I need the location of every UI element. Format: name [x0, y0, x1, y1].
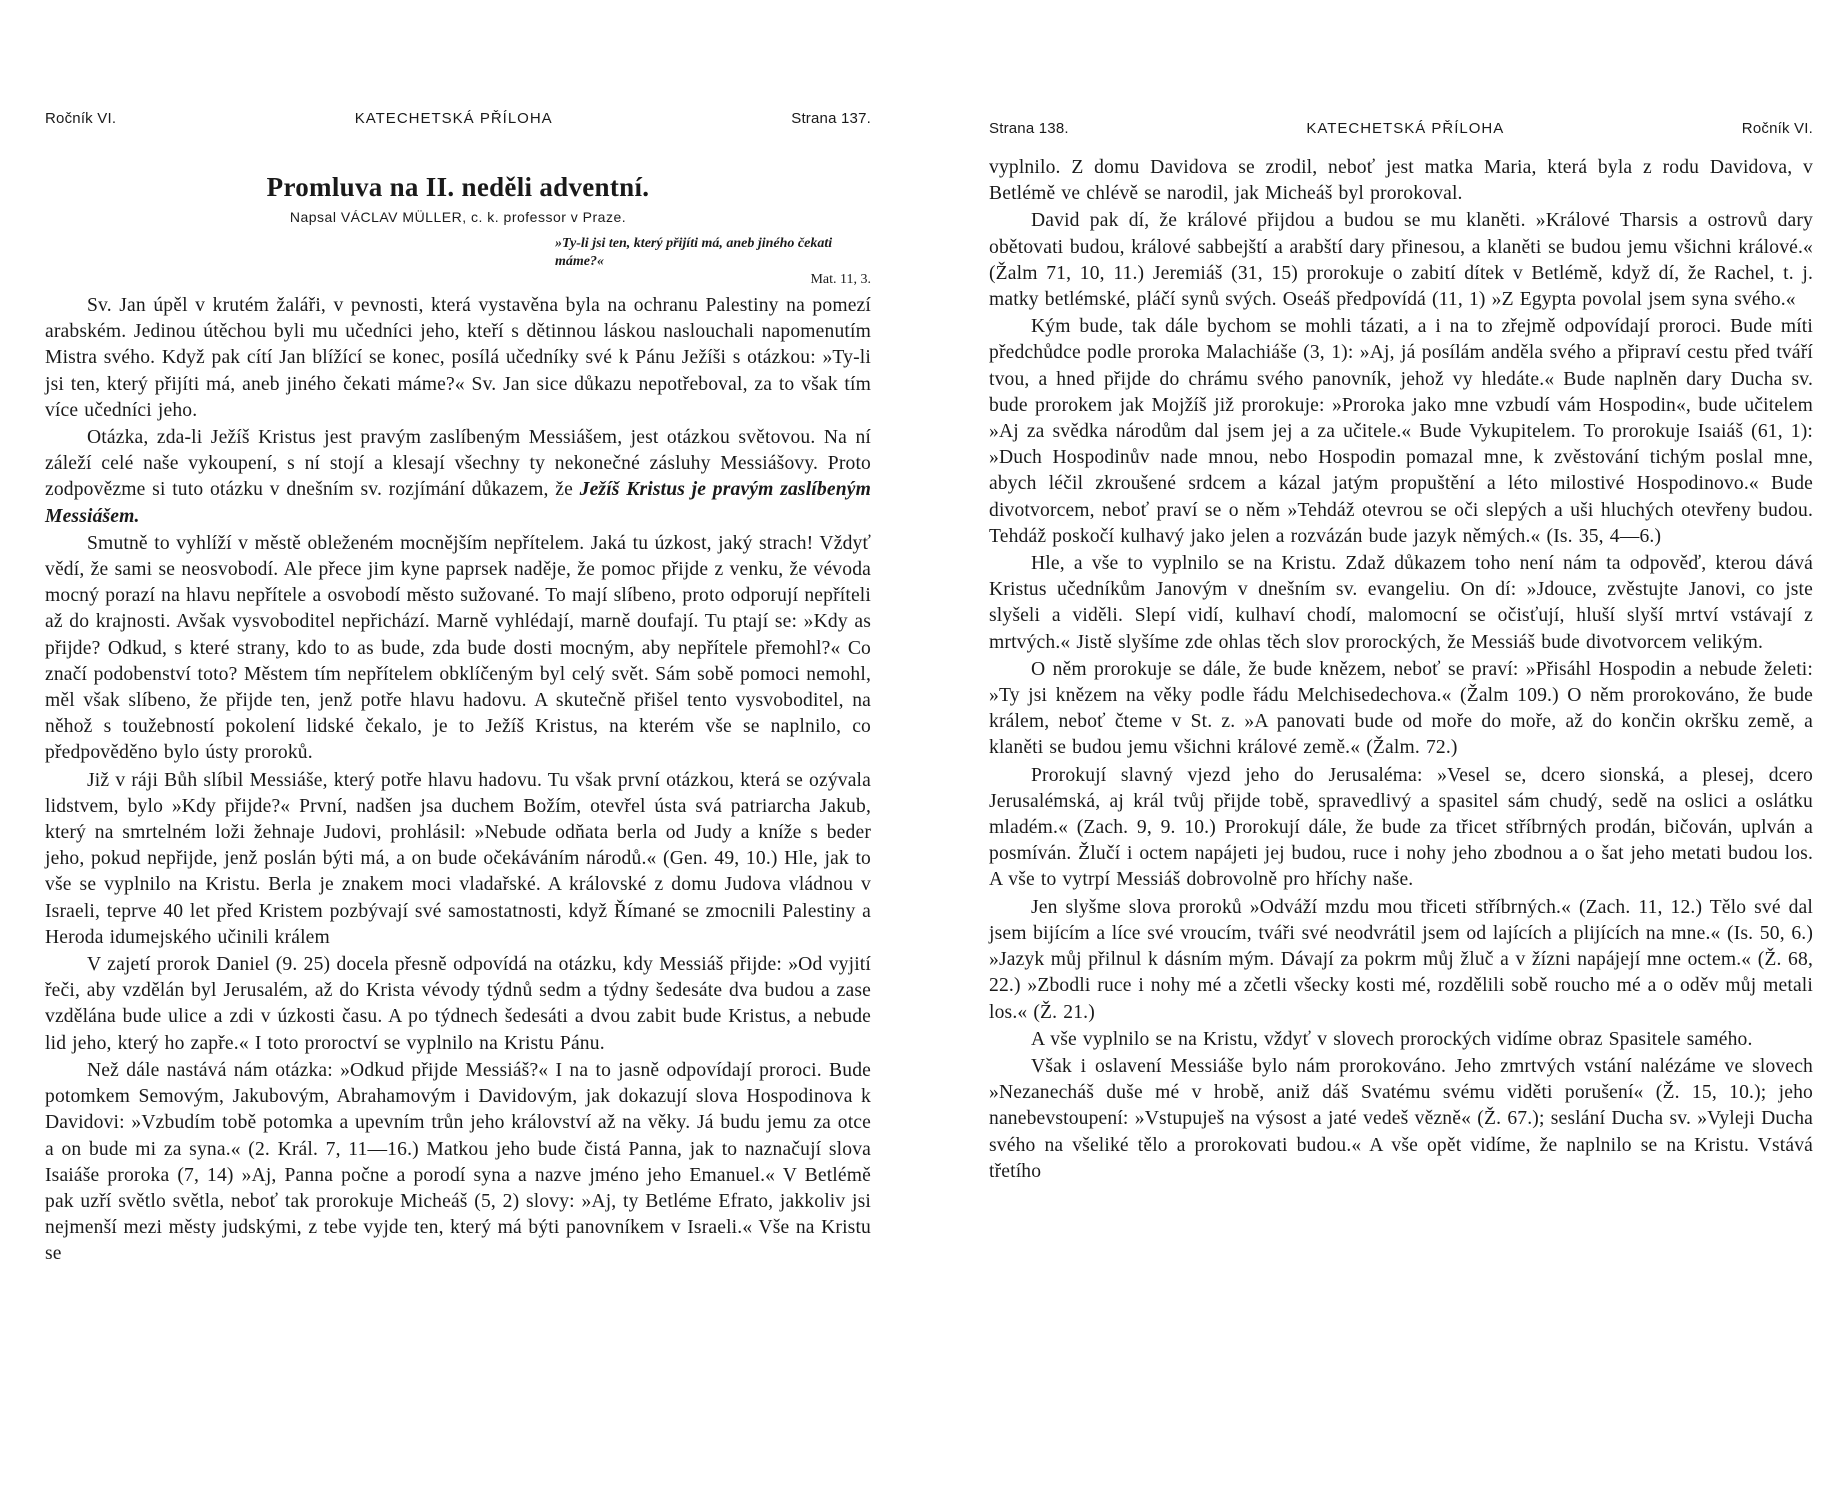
paragraph: Smutně to vyhlíží v městě obleženém mocnějším nepřítelem. Jaká tu úzkost, jaký strach! Vždyť vědí, že sami se neosvobodí. Ale přece jim kyne paprsek naděje, že pomoc přijde z venku, že vévoda mocný porazí na hlavu nepřítele a osvobodí město sužované. To mají slíbeno, proto odporují nepříteli až do krajnosti. Avšak vysvoboditel nepřichází. Marně vyhlédají, marně doufají. Tu ptají se: »Kdy as přijde? Odkud, s které strany, kdo to as bude, zda bude dosti mocným, aby nepřítele přemohl?« Co značí podobenství toto? Městem tím nepřítelem obklíčeným byl celý svět. Sám sobě pomoci nemohl, měl však slíbeno, že přijde ten, jenž potře hlavu hadovu. A skutečně přišel tento vysvoboditel, na něhož s toužebností pokolení lidské čekalo, je to Ježíš Kristus, na kterém vše se naplnilo, co předpověděno bylo ústy proroků. [45, 532, 871, 764]
paragraph: Prorokují slavný vjezd jeho do Jerusaléma: »Vesel se, dcero sionská, a plesej, dcero Jerusalémská, aj král tvůj přijde tobě, spravedlivý a spasitel sám chudý, sedě na oslici a oslátku mladém.« (Zach. 9, 9. 10.) Prorokují dále, že bude za třicet stříbrných prodán, bičován, uplván a posmíván. Žlučí i octem napájeti jej budou, ruce i nohy jeho zbodnou a o šat jeho metati budou los. A vše to vytrpí Messiáš dobrovolně pro hříchy naše. [989, 764, 1813, 891]
epigraph [45, 235, 871, 289]
body-text [45, 293, 871, 1268]
paragraph: A vše vyplnilo se na Kristu, vždyť v slovech prorockých vidíme obraz Spasitele samého. [1031, 1028, 1753, 1050]
epigraph-reference: Mat. 11, 3. [810, 272, 871, 287]
volume-label: Ročník VI. [45, 110, 117, 127]
epigraph-quote: »Ty-li jsi ten, který přijíti má, aneb jiného čekati máme?« [555, 236, 833, 269]
paragraph: Než dále nastává nám otázka: »Odkud přijde Messiáš?« I na to jasně odpovídají proroci. Bude potomkem Semovým, Jakubovým, Abrahamovým i Davidovým, jak dokazují slova Hospodinova k Davidovi: »Vzbudím tobě potomka a upevním trůn jeho království až na věky. Já budu jemu za otce a on bude mi za syna.« (2. Král. 7, 11—16.) Matkou jeho bude čistá Panna, jak to naznačují slova Isaiáše proroka (7, 14) »Aj, Panna počne a porodí syna a nazve jméno jeho Emanuel.« V Betlémě pak uzří světlo světla, neboť tak prorokuje Micheáš (5, 2) slovy: »Aj, ty Betléme Efrato, jakkoliv jsi nejmenší mezi městy judskými, z tebe vyjde ten, který má býti panovníkem v Israeli.« Vše na Kristu se [45, 1059, 871, 1265]
article-title: Promluva na II. neděli adventní. [266, 172, 650, 202]
running-head [989, 120, 1813, 137]
paragraph: V zajetí prorok Daniel (9. 25) docela přesně odpovídá na otázku, kdy Messiáš přijde: »Od vyjití řeči, aby vzdělán byl Jerusalém, až do Krista vévody týdnů sedm a týdny šedesáte dva budou a zase vzdělána bude ulice a zdi v úzkosti času. A po týdnech šedesáti a dvou zabit bude Kristus, a nebude lid jeho, který ho zapře.« I toto proroctví se vyplnilo na Kristu Pánu. [45, 954, 871, 1054]
paragraph: David pak dí, že králové přijdou a budou se mu klaněti. »Králové Tharsis a ostrovů dary obětovati budou, králové sabbejští a arabští dary přinesou, a klaněti se budou jemu všichni králové.« (Žalm 71, 10, 11.) Jeremiáš (31, 15) prorokuje o zabití dítek v Betlémě, když dí, že Rachel, t. j. matky betlémské, pláčí synů svých. Oseáš předpovídá (11, 1) »Z Egypta povolal jsem syna svého.« [989, 210, 1813, 311]
supplement-title: KATECHETSKÁ PŘÍLOHA [1306, 120, 1505, 137]
paragraph: Však i oslavení Messiáše bylo nám prorokováno. Jeho zmrtvých vstání nalézáme ve slovech »Nezanecháš duše mé v hrobě, aniž dáš Svatému svému viděti porušení« (Ž. 15, 10.); jeho nanebevstoupení: »Vstupuješ na výsost a jaté vedeš vězně« (Ž. 67.); seslání Ducha sv. »Vyleji Ducha svého na všeliké tělo a prorokovati budou.« A vše opět vidíme, že naplnilo se na Kristu. Vstává třetího [989, 1055, 1813, 1182]
volume-label: Ročník VI. [1741, 120, 1813, 137]
paragraph: O něm prorokuje se dále, že bude knězem, neboť se praví: »Přisáhl Hospodin a nebude želeti: »Ty jsi knězem na věky podle řádu Melchisedechova.« (Žalm 109.) O něm prorokováno, že bude králem, neboť čteme v St. z. »A panovati bude od moře do moře, až do končin okršku země, a klaněti se budou jemu všichni králové země.« (Žalm. 72.) [989, 658, 1813, 759]
paragraph-text: Otázka, zda-li Ježíš Kristus jest pravým zaslíbeným Messiášem, jest otázkou světovou. Na ní záleží celé naše vykoupení, s ní stojí a klesají všechny ty nekonečné zásluhy Messiášovy. Proto zodpovězme si tuto otázku v dnešním sv. rozjímání důkazem, že [45, 427, 871, 501]
paragraph: Hle, a vše to vyplnilo se na Kristu. Zdaž důkazem toho není nám ta odpověď, kterou dává Kristus učedníkům Janovým v dnešním sv. evangeliu. On dí: »Jdouce, zvěstujte Janovi, co jste slyšeli a viděli. Slepí vidí, kulhaví chodí, malomocní se očisťují, hluší slyší mrtví vstávají z mrtvých.« Jistě slyšíme zde ohlas těch slov prorockých, že Messiáš bude divotvorcem velikým. [989, 553, 1813, 653]
page-number: Strana 137. [791, 110, 871, 127]
paragraph: Kým bude, tak dále bychom se mohli tázati, a i na to zřejmě odpovídají proroci. Bude míti předchůdce podle proroka Malachiáše (3, 1): »Aj, já posílám anděla svého a připraví cestu před tváří tvou, a hned přijde do chrámu svého panovník, jehož vy hledáte.« Bude naplněn dary Ducha sv. bude prorokem jak Mojžíš již prorokuje: »Proroka jako mne vzbudí vám Hospodin«, bude učitelem »Aj za svědka národům dal jsem jej a za učitele.« Bude Vykupitelem. To prorokuje Isaiáš (61, 1): »Duch Hospodinův nade mnou, nebo Hospodin pomazal mne, k zvěstování tichým poslal mne, abych léčil zkroušené srdcem a kázal jatým propuštění a léto milostivé Hospodinovo.« Bude divotvorcem, neboť praví se o něm »Tehdáž otevrou se oči slepých a uši hluchých otevřeny budou. Tehdáž poskočí kulhavý jako jelen a rozvázán bude jazyk němých.« (Is. 35, 4—6.) [989, 316, 1813, 547]
paragraph: Jen slyšme slova proroků »Odváží mzdu mou třiceti stříbrných.« (Zach. 11, 12.) Tělo své dal jsem bijícím a líce své vroucím, tváři své neodvrátil jsem od lajících a plijících na mne.« (Is. 50, 6.) »Jazyk můj přilnul k dásním mým. Dávají za pokrm můj žluč a v žízni napájejí mne octem.« (Ž. 68, 22.) »Zbodli ruce i nohy mé a zčetli všecky kosti mé, rozdělili sobě roucho mé a o oděv můj metali los.« (Ž. 21.) [989, 896, 1813, 1023]
supplement-title: KATECHETSKÁ PŘÍLOHA [354, 110, 553, 127]
paragraph [45, 425, 871, 530]
paragraph: Sv. Jan úpěl v krutém žaláři, v pevnosti, která vystavěna byla na ochranu Palestiny na pomezí arabském. Jedinou útěchou byli mu učedníci jeho, kteří s dětinnou láskou naslouchali napomenutím Mistra svého. Když pak cítí Jan blížící se konec, posílá učedníky své k Pánu Ježíši s otázkou: »Ty-li jsi ten, který přijíti má, aneb jiného čekati máme?« Sv. Jan sice důkazu nepotřeboval, za to však tím více učedníci jeho. [45, 295, 871, 421]
thesis-emphasis: Ježíš Kristus je pravým zaslíbeným Messiášem. [45, 479, 871, 527]
running-head [45, 110, 871, 127]
paragraph: Již v ráji Bůh slíbil Messiáše, který potře hlavu hadovu. Tu však první otázkou, která se ozývala lidstvem, bylo »Kdy přijde?« První, nadšen jsa duchem Božím, otevřel ústa svá patriarcha Jakub, který na smrtelném loži žehnaje Judovi, prohlásil: »Nebude odňata berla od Judy a kníže s beder jeho, pokud nepřijde, jenž poslán býti má, a on bude očekáváním národů.« (Gen. 49, 10.) Hle, jak to vše se vyplnilo na Kristu. Berla je znakem moci vladařské. A královské z domu Judova vládnou v Israeli, teprve 40 let před Kristem pozbývají své samostatnosti, když Římané se zmocnili Palestiny a Heroda idumejského učinili králem [45, 769, 871, 948]
body-text [989, 155, 1813, 1185]
byline: Napsal VÁCLAV MÜLLER, c. k. professor v Praze. [289, 209, 627, 225]
page-number: Strana 138. [989, 120, 1069, 137]
paragraph: vyplnilo. Z domu Davidova se zrodil, neboť jest matka Maria, která byla z rodu Davidova, v Betlémě ve chlévě se narodil, jak Micheáš byl prorokoval. [989, 157, 1813, 205]
right-page [919, 0, 1838, 1500]
